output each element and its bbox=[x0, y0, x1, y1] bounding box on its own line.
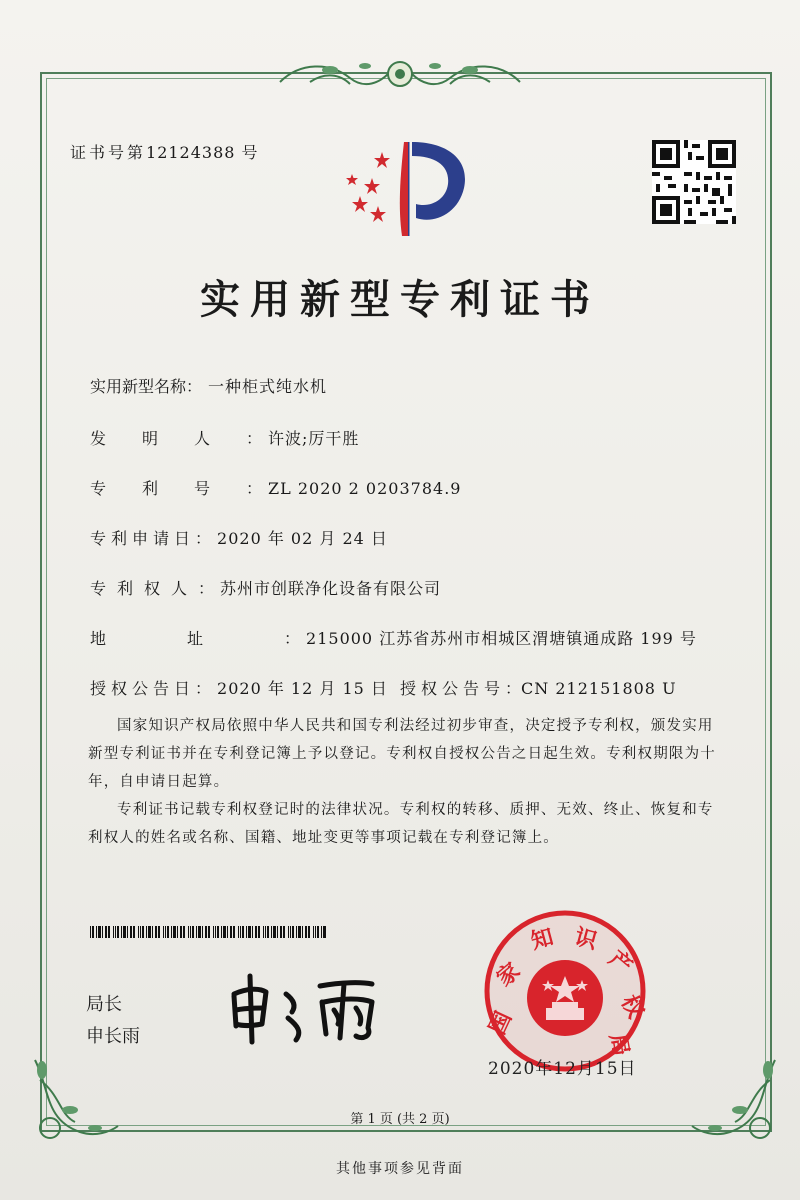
svg-text:局: 局 bbox=[604, 1031, 633, 1058]
director-signature bbox=[222, 966, 412, 1046]
cnipa-logo-icon bbox=[338, 138, 468, 238]
field-grant-date: 授权公告日： 2020 年 12 月 15 日 bbox=[90, 676, 388, 699]
body-paragraph-2: 专利证书记载专利权登记时的法律状况。专利权的转移、质押、无效、终止、恢复和专利权人的姓名或名称、国籍、地址变更等事项记载在专利登记簿上。 bbox=[88, 802, 714, 846]
back-note: 其他事项参见背面 bbox=[336, 1161, 464, 1177]
bottom-left-ornament-icon bbox=[20, 1040, 130, 1150]
field-utility-name-label: 实用新型名称 bbox=[90, 377, 187, 396]
bottom-right-ornament-icon bbox=[680, 1040, 790, 1150]
field-filing-date-label: 专利申请日 bbox=[90, 529, 196, 548]
top-ornament-icon bbox=[270, 52, 530, 100]
field-address: 地址： 215000 江苏省苏州市相城区渭塘镇通成路 199 号 bbox=[90, 626, 697, 649]
field-grant-number-value: CN 212151808 U bbox=[521, 679, 677, 698]
field-grant-date-label: 授权公告日 bbox=[90, 679, 196, 698]
director-title: 局长 bbox=[86, 994, 122, 1015]
field-grant-number: 授权公告号：CN 212151808 U bbox=[400, 679, 677, 698]
field-patent-number-value: ZL 2020 2 0203784.9 bbox=[268, 479, 462, 498]
official-seal bbox=[480, 906, 650, 1076]
svg-text:国: 国 bbox=[485, 1007, 518, 1039]
svg-text:权: 权 bbox=[615, 991, 648, 1023]
field-utility-name: 实用新型名称： 一种柜式纯水机 bbox=[90, 377, 328, 396]
field-inventor: 发明人： 许波;厉干胜 bbox=[90, 426, 359, 449]
field-patent-number-label: 专利号 bbox=[90, 479, 247, 498]
certificate-number-suffix: 号 bbox=[241, 143, 259, 162]
field-inventor-value: 许波;厉干胜 bbox=[268, 429, 360, 448]
svg-text:产: 产 bbox=[603, 946, 637, 980]
field-patent-number: 专利号： ZL 2020 2 0203784.9 bbox=[90, 476, 461, 499]
field-grant-date-value: 2020 年 12 月 15 日 bbox=[217, 679, 388, 698]
field-filing-date: 专利申请日： 2020 年 02 月 24 日 bbox=[90, 526, 388, 549]
field-patent-holder-label: 专利权人 bbox=[90, 579, 199, 598]
field-grant-number-label: 授权公告号 bbox=[400, 679, 506, 698]
director-name: 申长雨 bbox=[86, 1026, 140, 1047]
certificate-number bbox=[70, 140, 259, 163]
certificate-title: 实用新型专利证书 bbox=[200, 276, 600, 323]
field-patent-holder: 专利权人： 苏州市创联净化设备有限公司 bbox=[90, 576, 441, 599]
field-address-label: 地址 bbox=[90, 629, 285, 648]
field-address-value: 215000 江苏省苏州市相城区渭塘镇通成路 199 号 bbox=[306, 629, 697, 648]
page-number: 第 1 页 (共 2 页) bbox=[350, 1112, 450, 1127]
barcode-icon bbox=[90, 926, 328, 938]
field-utility-name-value: 一种柜式纯水机 bbox=[208, 377, 328, 396]
svg-text:家: 家 bbox=[492, 958, 526, 992]
body-paragraph-1: 国家知识产权局依照中华人民共和国专利法经过初步审查，决定授予专利权，颁发实用新型专利证书并在专利登记簿上予以登记。专利权自授权公告之日起生效。专利权期限为十年，自申请日起算。 bbox=[88, 718, 716, 790]
field-filing-date-value: 2020 年 02 月 24 日 bbox=[217, 529, 388, 548]
field-patent-holder-value: 苏州市创联净化设备有限公司 bbox=[220, 579, 442, 598]
qr-code-icon bbox=[652, 140, 736, 224]
field-inventor-label: 发明人 bbox=[90, 429, 247, 448]
svg-text:识: 识 bbox=[571, 924, 600, 955]
seal-date: 2020年12月15日 bbox=[488, 1059, 637, 1079]
certificate-number-label: 证书号第 bbox=[70, 143, 147, 162]
svg-text:知: 知 bbox=[528, 924, 557, 955]
certificate-number-value: 12124388 bbox=[146, 143, 236, 162]
